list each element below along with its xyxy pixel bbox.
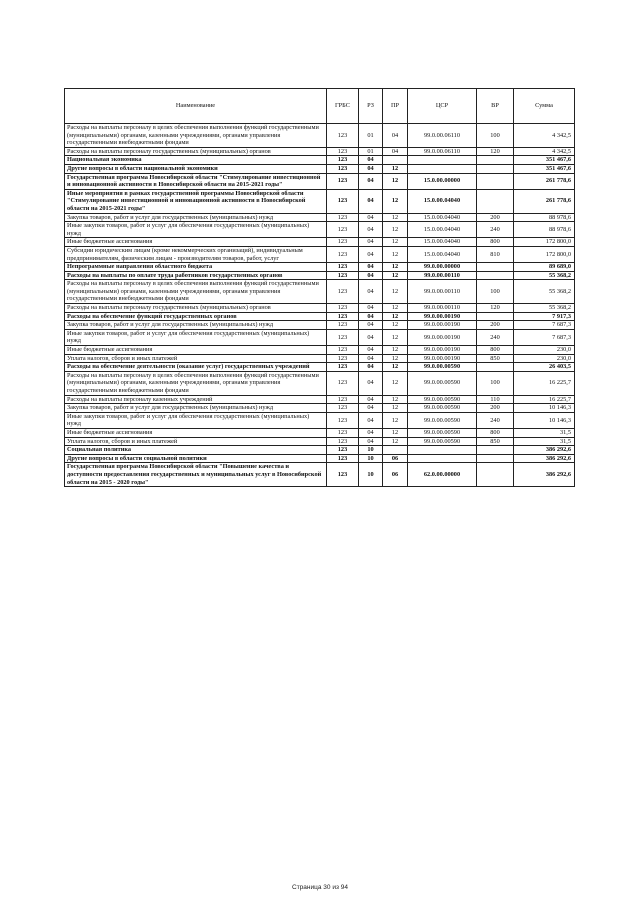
table-row (65, 412, 575, 428)
cell-pr: 12 (383, 271, 408, 280)
cell-csr (408, 446, 477, 455)
cell-rz: 04 (359, 189, 383, 213)
table-row (65, 189, 575, 213)
cell-csr: 99.0.00.00590 (408, 428, 477, 437)
table-row (65, 124, 575, 148)
cell-name: Расходы на выплаты персоналу государственных (муниципальных) органов (65, 147, 327, 156)
cell-vr: 120 (477, 147, 514, 156)
header-name: Наименование (65, 89, 327, 124)
cell-name: Непрограммные направления областного бюджета (65, 263, 327, 272)
cell-sum: 31,5 (514, 437, 575, 446)
cell-name: Расходы на выплаты персоналу в целях обеспечения выполнения функций государственными (муниципальными) органами, казенными учреждениями, органами управления государственными внебюджетными фондами (65, 280, 327, 304)
cell-rz: 04 (359, 304, 383, 313)
cell-grbs: 123 (327, 437, 359, 446)
cell-sum: 10 146,3 (514, 404, 575, 413)
cell-sum: 55 368,2 (514, 280, 575, 304)
cell-pr: 12 (383, 304, 408, 313)
cell-rz: 04 (359, 363, 383, 372)
cell-name: Расходы на выплаты персоналу в целях обеспечения выполнения функций государственными (муниципальными) органами, казенными учреждениями, органами управления государственными внебюджетными фондами (65, 124, 327, 148)
cell-pr: 12 (383, 329, 408, 345)
table-row (65, 329, 575, 345)
cell-csr: 99.0.00.00590 (408, 371, 477, 395)
cell-rz: 10 (359, 446, 383, 455)
cell-name: Иные закупки товаров, работ и услуг для обеспечения государственных (муниципальных) нужд (65, 222, 327, 238)
table-row (65, 446, 575, 455)
cell-rz: 01 (359, 124, 383, 148)
cell-sum: 16 225,7 (514, 371, 575, 395)
cell-sum: 4 342,5 (514, 147, 575, 156)
cell-csr: 99.0.00.00000 (408, 263, 477, 272)
cell-sum: 230,0 (514, 346, 575, 355)
cell-csr: 99.0.00.00110 (408, 271, 477, 280)
cell-name: Расходы на выплаты персоналу казенных учреждений (65, 395, 327, 404)
cell-pr: 12 (383, 263, 408, 272)
cell-rz: 04 (359, 346, 383, 355)
cell-pr: 12 (383, 164, 408, 173)
cell-vr: 850 (477, 354, 514, 363)
cell-rz: 04 (359, 312, 383, 321)
cell-grbs: 123 (327, 238, 359, 247)
cell-pr (383, 156, 408, 165)
cell-csr: 99.0.00.00190 (408, 329, 477, 345)
cell-sum: 386 292,6 (514, 454, 575, 463)
cell-vr: 110 (477, 395, 514, 404)
cell-rz: 04 (359, 222, 383, 238)
cell-csr: 15.0.00.04040 (408, 238, 477, 247)
cell-name: Закупка товаров, работ и услуг для государственных (муниципальных) нужд (65, 321, 327, 330)
cell-grbs: 123 (327, 164, 359, 173)
cell-sum: 261 778,6 (514, 173, 575, 189)
cell-csr: 15.0.00.04040 (408, 213, 477, 222)
cell-sum: 351 467,6 (514, 164, 575, 173)
cell-rz: 04 (359, 271, 383, 280)
cell-sum: 31,5 (514, 428, 575, 437)
cell-name: Иные бюджетные ассигнования (65, 428, 327, 437)
cell-rz: 04 (359, 263, 383, 272)
cell-vr (477, 446, 514, 455)
cell-vr: 800 (477, 346, 514, 355)
cell-name: Расходы на выплаты по оплате труда работников государственных органов (65, 271, 327, 280)
cell-csr: 62.0.00.00000 (408, 463, 477, 487)
cell-vr (477, 189, 514, 213)
cell-csr: 99.0.00.00190 (408, 354, 477, 363)
cell-grbs: 123 (327, 213, 359, 222)
cell-name: Иные закупки товаров, работ и услуг для обеспечения государственных (муниципальных) нужд (65, 329, 327, 345)
table-row (65, 164, 575, 173)
cell-rz: 04 (359, 156, 383, 165)
cell-rz: 01 (359, 147, 383, 156)
cell-sum: 4 342,5 (514, 124, 575, 148)
cell-sum: 386 292,6 (514, 463, 575, 487)
cell-name: Национальная экономика (65, 156, 327, 165)
cell-sum: 55 368,2 (514, 304, 575, 313)
cell-csr: 99.0.00.00590 (408, 363, 477, 372)
cell-csr (408, 164, 477, 173)
cell-grbs: 123 (327, 246, 359, 262)
cell-grbs: 123 (327, 446, 359, 455)
cell-csr: 99.0.00.00110 (408, 280, 477, 304)
cell-csr: 99.0.00.00590 (408, 412, 477, 428)
cell-grbs: 123 (327, 371, 359, 395)
cell-pr: 06 (383, 454, 408, 463)
table-row (65, 222, 575, 238)
cell-vr (477, 164, 514, 173)
cell-rz: 04 (359, 213, 383, 222)
cell-vr: 240 (477, 412, 514, 428)
cell-grbs: 123 (327, 428, 359, 437)
cell-grbs: 123 (327, 280, 359, 304)
cell-rz: 04 (359, 164, 383, 173)
cell-rz: 04 (359, 371, 383, 395)
cell-name: Расходы на обеспечение деятельности (оказание услуг) государственных учреждений (65, 363, 327, 372)
cell-grbs: 123 (327, 321, 359, 330)
cell-name: Расходы на обеспечение функций государственных органов (65, 312, 327, 321)
cell-sum: 16 225,7 (514, 395, 575, 404)
cell-vr (477, 271, 514, 280)
page-number: Страница 30 из 94 (292, 884, 348, 891)
table-row (65, 463, 575, 487)
cell-grbs: 123 (327, 354, 359, 363)
cell-grbs: 123 (327, 395, 359, 404)
cell-pr: 12 (383, 280, 408, 304)
table-body (65, 124, 575, 487)
cell-sum: 55 368,2 (514, 271, 575, 280)
cell-rz: 04 (359, 354, 383, 363)
cell-grbs: 123 (327, 463, 359, 487)
table-row (65, 271, 575, 280)
cell-pr: 12 (383, 354, 408, 363)
cell-pr: 12 (383, 404, 408, 413)
cell-rz: 04 (359, 238, 383, 247)
cell-pr: 12 (383, 395, 408, 404)
cell-rz: 04 (359, 404, 383, 413)
cell-name: Уплата налогов, сборов и иных платежей (65, 354, 327, 363)
cell-vr (477, 173, 514, 189)
table-row (65, 173, 575, 189)
cell-csr (408, 454, 477, 463)
cell-pr: 12 (383, 222, 408, 238)
cell-pr: 12 (383, 363, 408, 372)
table-row (65, 304, 575, 313)
cell-pr: 12 (383, 412, 408, 428)
cell-csr: 99.0.00.00110 (408, 304, 477, 313)
cell-pr: 12 (383, 189, 408, 213)
table-row (65, 147, 575, 156)
header-pr: ПР (383, 89, 408, 124)
cell-grbs: 123 (327, 173, 359, 189)
cell-csr: 15.0.00.04040 (408, 222, 477, 238)
table-row (65, 263, 575, 272)
cell-grbs: 123 (327, 363, 359, 372)
cell-rz: 04 (359, 246, 383, 262)
cell-vr: 100 (477, 280, 514, 304)
cell-pr: 12 (383, 321, 408, 330)
cell-csr: 99.0.00.00190 (408, 312, 477, 321)
cell-name: Субсидии юридическим лицам (кроме некоммерческих организаций), индивидуальным предпринимателям, физическим лицам - производителям товаров, работ, услуг (65, 246, 327, 262)
cell-name: Социальная политика (65, 446, 327, 455)
header-rz: РЗ (359, 89, 383, 124)
table-row (65, 454, 575, 463)
cell-name: Иные закупки товаров, работ и услуг для обеспечения государственных (муниципальных) нужд (65, 412, 327, 428)
cell-vr: 100 (477, 124, 514, 148)
table-row (65, 395, 575, 404)
cell-vr: 800 (477, 428, 514, 437)
cell-pr: 12 (383, 238, 408, 247)
cell-rz: 04 (359, 280, 383, 304)
cell-grbs: 123 (327, 329, 359, 345)
cell-pr: 12 (383, 346, 408, 355)
cell-vr: 200 (477, 213, 514, 222)
cell-csr: 99.0.00.00590 (408, 404, 477, 413)
cell-pr: 12 (383, 246, 408, 262)
table-row (65, 354, 575, 363)
cell-csr: 15.0.00.04040 (408, 189, 477, 213)
cell-grbs: 123 (327, 304, 359, 313)
cell-sum: 261 778,6 (514, 189, 575, 213)
table-row (65, 280, 575, 304)
cell-csr: 15.0.00.00000 (408, 173, 477, 189)
cell-name: Расходы на выплаты персоналу государственных (муниципальных) органов (65, 304, 327, 313)
table-row (65, 238, 575, 247)
cell-csr: 99.0.00.00590 (408, 437, 477, 446)
cell-rz: 04 (359, 428, 383, 437)
cell-rz: 04 (359, 321, 383, 330)
cell-pr: 12 (383, 173, 408, 189)
header-sum: Сумма (514, 89, 575, 124)
cell-rz: 10 (359, 463, 383, 487)
cell-vr: 120 (477, 304, 514, 313)
cell-sum: 7 687,3 (514, 321, 575, 330)
cell-pr: 04 (383, 147, 408, 156)
cell-sum: 230,0 (514, 354, 575, 363)
cell-vr: 240 (477, 222, 514, 238)
cell-csr: 99.0.00.00190 (408, 346, 477, 355)
cell-rz: 04 (359, 395, 383, 404)
cell-grbs: 123 (327, 404, 359, 413)
cell-grbs: 123 (327, 147, 359, 156)
cell-name: Уплата налогов, сборов и иных платежей (65, 437, 327, 446)
cell-vr: 810 (477, 246, 514, 262)
cell-name: Другие вопросы в области национальной экономики (65, 164, 327, 173)
cell-grbs: 123 (327, 263, 359, 272)
cell-vr: 240 (477, 329, 514, 345)
cell-grbs: 123 (327, 271, 359, 280)
cell-grbs: 123 (327, 189, 359, 213)
table-row (65, 213, 575, 222)
cell-sum: 386 292,6 (514, 446, 575, 455)
cell-name: Иные мероприятия в рамках государственной программы Новосибирской области "Стимулирование инвестиционной и инновационной активности в Новосибирской области на 2015-2021 годы" (65, 189, 327, 213)
cell-name: Государственная программа Новосибирской области "Стимулирование инвестиционной и инновационной активности в Новосибирской области на 2015-2021 годы" (65, 173, 327, 189)
table-row (65, 371, 575, 395)
table-header-row (65, 89, 575, 124)
table-row (65, 437, 575, 446)
cell-name: Другие вопросы в области социальной политики (65, 454, 327, 463)
table-row (65, 428, 575, 437)
cell-rz: 04 (359, 173, 383, 189)
cell-sum: 88 978,6 (514, 213, 575, 222)
cell-csr: 99.0.00.00190 (408, 321, 477, 330)
cell-name: Иные бюджетные ассигнования (65, 238, 327, 247)
cell-grbs: 123 (327, 156, 359, 165)
cell-pr: 12 (383, 371, 408, 395)
cell-sum: 172 800,0 (514, 246, 575, 262)
cell-vr (477, 454, 514, 463)
table-row (65, 363, 575, 372)
cell-pr: 12 (383, 213, 408, 222)
cell-sum: 10 146,3 (514, 412, 575, 428)
cell-csr (408, 156, 477, 165)
cell-rz: 10 (359, 454, 383, 463)
cell-rz: 04 (359, 329, 383, 345)
cell-vr (477, 463, 514, 487)
cell-pr: 04 (383, 124, 408, 148)
cell-grbs: 123 (327, 312, 359, 321)
cell-grbs: 123 (327, 412, 359, 428)
cell-name: Государственная программа Новосибирской области "Повышение качества и доступности предоставления государственных и муниципальных услуг в Новосибирской области на 2015 - 2020 годы" (65, 463, 327, 487)
cell-vr (477, 363, 514, 372)
cell-pr: 06 (383, 463, 408, 487)
cell-csr: 99.0.00.00590 (408, 395, 477, 404)
cell-sum: 26 403,5 (514, 363, 575, 372)
cell-pr (383, 446, 408, 455)
cell-sum: 351 467,6 (514, 156, 575, 165)
table-row (65, 156, 575, 165)
header-vr: ВР (477, 89, 514, 124)
cell-sum: 172 800,0 (514, 238, 575, 247)
cell-grbs: 123 (327, 222, 359, 238)
cell-pr: 12 (383, 428, 408, 437)
cell-sum: 89 689,0 (514, 263, 575, 272)
header-csr: ЦСР (408, 89, 477, 124)
table-row (65, 404, 575, 413)
table-row (65, 321, 575, 330)
cell-vr: 200 (477, 321, 514, 330)
cell-vr: 200 (477, 404, 514, 413)
cell-sum: 7 917,3 (514, 312, 575, 321)
table-row (65, 246, 575, 262)
cell-vr: 100 (477, 371, 514, 395)
cell-pr: 12 (383, 437, 408, 446)
budget-table (64, 88, 575, 487)
cell-sum: 88 978,6 (514, 222, 575, 238)
cell-vr: 850 (477, 437, 514, 446)
table-row (65, 312, 575, 321)
cell-name: Иные бюджетные ассигнования (65, 346, 327, 355)
cell-vr (477, 156, 514, 165)
cell-vr (477, 263, 514, 272)
cell-vr (477, 312, 514, 321)
cell-grbs: 123 (327, 454, 359, 463)
cell-grbs: 123 (327, 124, 359, 148)
cell-rz: 04 (359, 412, 383, 428)
cell-name: Расходы на выплаты персоналу в целях обеспечения выполнения функций государственными (муниципальными) органами, казенными учреждениями, органами управления государственными внебюджетными фондами (65, 371, 327, 395)
cell-name: Закупка товаров, работ и услуг для государственных (муниципальных) нужд (65, 213, 327, 222)
cell-grbs: 123 (327, 346, 359, 355)
cell-name: Закупка товаров, работ и услуг для государственных (муниципальных) нужд (65, 404, 327, 413)
cell-csr: 15.0.00.04040 (408, 246, 477, 262)
cell-rz: 04 (359, 437, 383, 446)
cell-vr: 800 (477, 238, 514, 247)
table-row (65, 346, 575, 355)
cell-csr: 99.0.00.06110 (408, 124, 477, 148)
cell-sum: 7 687,3 (514, 329, 575, 345)
cell-csr: 99.0.00.06110 (408, 147, 477, 156)
cell-pr: 12 (383, 312, 408, 321)
header-grbs: ГРБС (327, 89, 359, 124)
